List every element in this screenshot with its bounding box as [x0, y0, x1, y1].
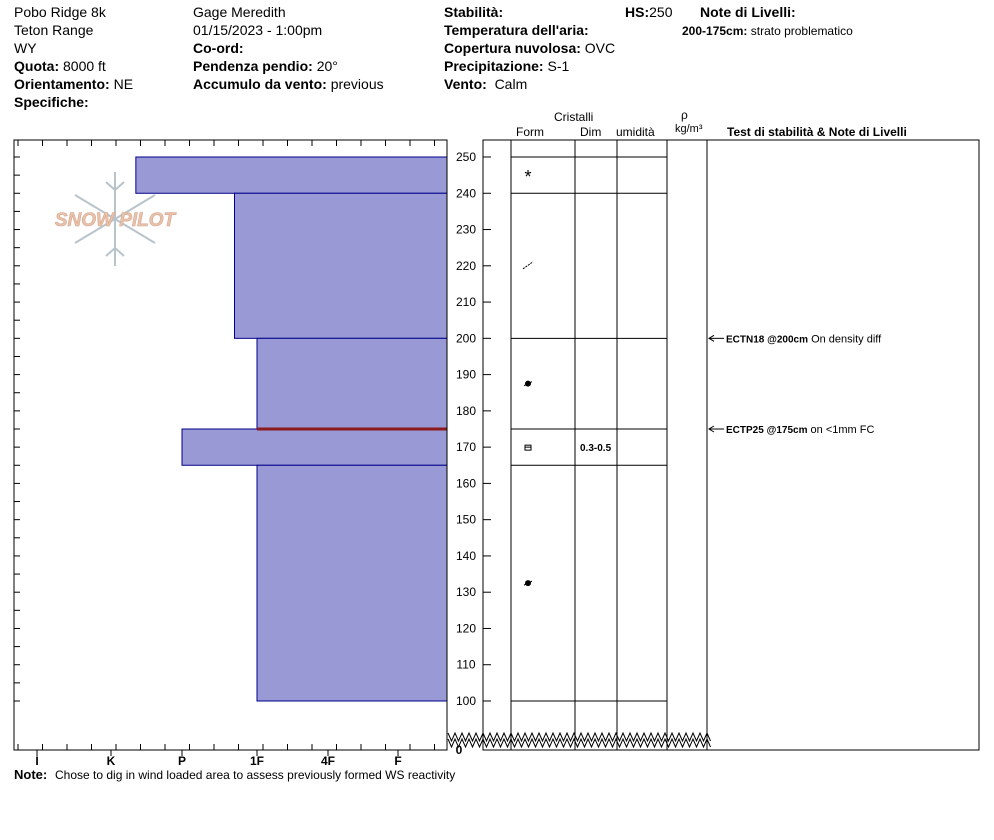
moisture-header: umidità: [616, 125, 655, 139]
hardness-tick-label: P: [177, 754, 187, 768]
depth-tick-label: 180: [455, 403, 477, 418]
stability-test-note: on <1mm FC: [807, 424, 875, 436]
stability-label: Stabilità:: [444, 4, 504, 20]
coord-label: Co-ord:: [193, 40, 244, 56]
hardness-tick-label: 1F: [249, 754, 265, 768]
snow-height-label: HS:: [625, 4, 650, 20]
wind-label: Vento:: [444, 76, 487, 92]
specifics-label: Specifiche:: [14, 94, 89, 110]
depth-tick-label: 120: [455, 621, 477, 636]
crystals-header: Cristalli: [554, 110, 594, 124]
observer-name: Gage Meredith: [193, 4, 286, 20]
depth-tick-label: 220: [455, 258, 477, 273]
slope-value: 20°: [316, 58, 338, 74]
mountain-range: Teton Range: [14, 22, 94, 38]
wind-loading-value: previous: [330, 76, 384, 92]
layer-notes-label: Note di Livelli:: [700, 4, 796, 20]
state: WY: [14, 40, 37, 56]
depth-tick-label: 150: [455, 512, 477, 527]
depth-tick-label: 190: [455, 367, 477, 382]
stability-test-code: ECTN18 @200cm: [726, 334, 809, 346]
density-header: ρ: [681, 108, 688, 122]
aspect-value: NE: [113, 76, 134, 92]
snow-height-value: 250: [649, 4, 673, 20]
logo-text: SNOW PILOT: [54, 210, 176, 231]
stability-test-1: [726, 424, 874, 436]
location-name: Pobo Ridge 8k: [14, 4, 106, 20]
note-label: Note:: [14, 767, 48, 782]
observation-datetime: 01/15/2023 - 1:00pm: [193, 22, 323, 38]
depth-tick-label: 250: [455, 150, 477, 164]
layer-bar-2: [257, 338, 447, 429]
elevation-label: Quota:: [14, 58, 60, 74]
layer-bar-3: [182, 429, 447, 465]
aspect-label: Orientamento:: [14, 76, 110, 92]
profile-table-frame: [483, 140, 979, 750]
wind-value: Calm: [494, 76, 528, 92]
depth-tick-label: 170: [455, 440, 477, 455]
stability-tests-header: Test di stabilità & Note di Livelli: [727, 125, 907, 139]
precip-label: Precipitazione:: [444, 58, 544, 74]
depth-tick-label: 200: [455, 331, 477, 346]
stability-test-code: ECTP25 @175cm: [726, 425, 808, 436]
depth-tick-label: 0: [455, 743, 463, 757]
hardness-tick-label: 4F: [320, 754, 336, 768]
grain-form-symbol: [523, 262, 533, 269]
depth-tick-label: 230: [455, 222, 477, 237]
grain-form-symbol: *: [524, 167, 532, 188]
wind-loading-label: Accumulo da vento:: [193, 76, 327, 92]
depth-tick-label: 140: [455, 548, 477, 563]
layer-bar-4: [257, 465, 447, 701]
depth-tick-label: 240: [455, 186, 477, 201]
slope-label: Pendenza pendio:: [193, 58, 313, 74]
sky-cover-value: OVC: [584, 40, 616, 56]
layer-note-range: 200-175cm:: [682, 24, 748, 38]
form-header: Form: [516, 125, 544, 139]
hardness-tick-label: K: [106, 754, 116, 768]
depth-tick-label: 160: [455, 476, 477, 491]
depth-tick-label: 110: [456, 657, 476, 672]
layer-note-text: strato problematico: [750, 24, 853, 38]
stability-test-note: On density diff: [808, 333, 882, 346]
air-temp-label: Temperatura dell'aria:: [444, 22, 589, 38]
layer-bar-0: [136, 157, 447, 193]
depth-tick-label: 130: [455, 585, 477, 600]
stability-test-0: [726, 333, 882, 345]
grain-size-value: 0.3-0.5: [580, 443, 612, 455]
note-text: Chose to dig in wind loaded area to assess previously formed WS reactivity: [55, 768, 456, 782]
hardness-tick-label: F: [394, 754, 402, 768]
layer-bar-1: [235, 193, 448, 338]
hardness-tick-label: I: [35, 754, 39, 768]
elevation-value: 8000 ft: [63, 58, 106, 74]
precip-value: S-1: [547, 58, 570, 74]
density-unit: kg/m³: [675, 123, 703, 135]
note-field: [14, 766, 455, 783]
depth-tick-label: 210: [455, 295, 477, 310]
size-header: Dim: [580, 125, 602, 139]
depth-tick-label: 100: [455, 694, 477, 708]
sky-cover-label: Copertura nuvolosa:: [444, 40, 581, 56]
